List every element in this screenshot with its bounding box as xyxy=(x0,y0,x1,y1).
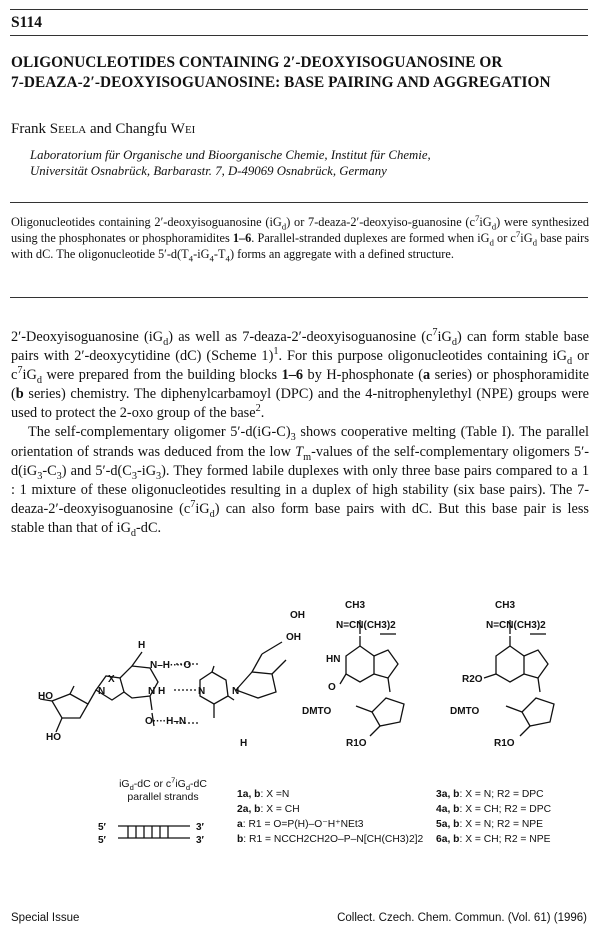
strand-5-top: 5′ xyxy=(98,822,106,833)
atom-oh-2: OH xyxy=(286,632,301,643)
body-text xyxy=(11,328,589,538)
footer-left: Special Issue xyxy=(11,912,80,924)
base-pair-structure xyxy=(38,610,305,749)
atom-ncn-right: N=CN(CH3)2 xyxy=(486,620,546,631)
authors xyxy=(11,121,195,138)
author-connector: and xyxy=(89,121,112,137)
affiliation-line-1: Laboratorium für Organische und Bioorganische Chemie, Institut für Chemie, xyxy=(30,148,431,162)
atom-r2o-right: R2O xyxy=(462,674,483,685)
article-title xyxy=(11,53,591,93)
atom-o-mid: O xyxy=(328,682,336,693)
atom-n-pyr: N xyxy=(198,686,206,697)
label-row: b: R1 = NCCH2CH2O–P–N[CH(CH3)2]2 xyxy=(237,834,424,845)
paragraph-2: The self-complementary oligomer $5'-d(iG-C)_3$ shows cooperative melting (Table I). The parallel orientation of strands was deduced from the low $T_m$-values of the self-complementary oligomers $5'-d(iG_3-C_3)$ and $5'-d(C_3-iG_3)$. They formed labile duplexes with only three base pairs compared to a 1 : 1 mixture of these oligonucleotides resulting in a duplex of high stability (six base pairs). The 7-deaza-2′-deoxyisoguanosine $(c^7iG_d)$ can also form base pairs with dC. But this base pair is less stable than that of $iG_d-dC$. xyxy=(11,424,590,539)
pair-caption-line-1: $iG_d-dC$ or $c^7iG_d-dC$ xyxy=(119,775,207,793)
author-2-family: Wei xyxy=(170,121,196,137)
label-row: 3a, b: X = N; R2 = DPC xyxy=(436,789,544,800)
atom-h-1: H xyxy=(138,640,146,651)
label-row: 6a, b: X = CH; R2 = NPE xyxy=(436,834,551,845)
atom-ch3-right: CH3 xyxy=(495,600,516,611)
top-rule xyxy=(10,9,588,10)
label-row: 4a, b: X = CH; R2 = DPC xyxy=(436,804,552,815)
label-row: a: R1 = O=P(H)–O⁻H⁺NEt3 xyxy=(237,819,364,830)
atom-n-1: N xyxy=(232,686,240,697)
title-line-2: 7-DEAZA-2′-DEOXYISOGUANOSINE: BASE PAIRING AND AGGREGATION xyxy=(11,74,551,91)
atom-ho-2: HO xyxy=(46,732,61,743)
atom-dmto-mid: DMTO xyxy=(302,706,332,717)
atom-ho-1: HO xyxy=(38,691,53,702)
affiliation-line-2: Universität Osnabrück, Barbarastr. 7, D-49069 Osnabrück, Germany xyxy=(30,164,387,178)
abstract-top-rule xyxy=(10,202,588,203)
compound-1-2-structure xyxy=(302,600,404,749)
atom-n-9: N xyxy=(98,686,106,697)
header-rule xyxy=(10,35,588,36)
atom-ch3-mid: CH3 xyxy=(345,600,366,611)
atom-r1o-mid: R1O xyxy=(346,738,367,749)
strand-3-bottom: 3′ xyxy=(196,835,204,846)
strand-5-bottom: 5′ xyxy=(98,835,106,846)
atom-oh-1: OH xyxy=(290,610,305,621)
pair-caption-line-2: parallel strands xyxy=(127,791,199,803)
atom-ncn-mid: N=CN(CH3)2 xyxy=(336,620,396,631)
atom-r1o-right: R1O xyxy=(494,738,515,749)
pair-caption xyxy=(88,775,238,804)
atom-h-2: H xyxy=(240,738,248,749)
atom-n-h-o-top: N–H····O xyxy=(150,660,192,671)
footer-right: Collect. Czech. Chem. Commun. (Vol. 61) (1996) xyxy=(337,912,587,924)
strand-3-top: 3′ xyxy=(196,822,204,833)
compound-labels-right xyxy=(436,787,551,847)
atom-hn-mid: HN xyxy=(326,654,341,665)
abstract: Oligonucleotides containing 2′-deoxyisoguanosine $(iG_d)$ or 7-deaza-2′-deoxyiso-guanosine $(c^7iG_d)$ were synthesized using the phosphonates or phosphoramidites 1–6. Parallel-stranded duplexes are formed when $iG_d$ or $c^7iG_d$ base pairs with dC. The oligonucleotide $5'-d(T_4-iG_4-T_4)$ forms an aggregate with a defined structure. xyxy=(11,212,589,264)
atom-n-h-n: N xyxy=(148,686,156,697)
compound-labels-middle xyxy=(237,787,423,847)
label-row: 2a, b: X = CH xyxy=(237,804,300,815)
atom-dmto-right: DMTO xyxy=(450,706,480,717)
atom-h-mid: H xyxy=(158,686,166,697)
author-1-family: Seela xyxy=(49,121,87,137)
compound-3-6-structure xyxy=(450,600,554,749)
atom-x: X xyxy=(108,674,115,685)
affiliation xyxy=(30,147,590,179)
label-row: 5a, b: X = N; R2 = NPE xyxy=(436,819,544,830)
author-2-given: Changfu xyxy=(115,121,168,137)
parallel-strands-diagram xyxy=(98,822,205,846)
article-code: S114 xyxy=(11,14,43,31)
title-line-1: OLIGONUCLEOTIDES CONTAINING 2′-DEOXYISOGUANOSINE OR xyxy=(11,54,503,71)
author-1-given: Frank xyxy=(11,121,46,137)
abstract-bottom-rule xyxy=(10,297,588,298)
atom-o-bottom: O····H–N xyxy=(145,716,187,727)
paragraph-1: 2′-Deoxyisoguanosine $(iG_d)$ as well as 7-deaza-2′-deoxyisoguanosine $(c^7iG_d)$ can form stable base pairs with 2′-deoxycytidine (dC) (Scheme 1)$^1$. For this purpose oligonucleotides containing $iG_d$ or $c^7iG_d$ were prepared from the building blocks 1–6 by H-phosphonate (a series) or phosphoramidite (b series) chemistry. The diphenylcarbamoyl (DPC) and the 4-nitrophenylethyl (NPE) groups were used to protect the 2-oxo group of the base$^2$. xyxy=(11,327,589,422)
label-row: 1a, b: X =N xyxy=(237,789,290,800)
